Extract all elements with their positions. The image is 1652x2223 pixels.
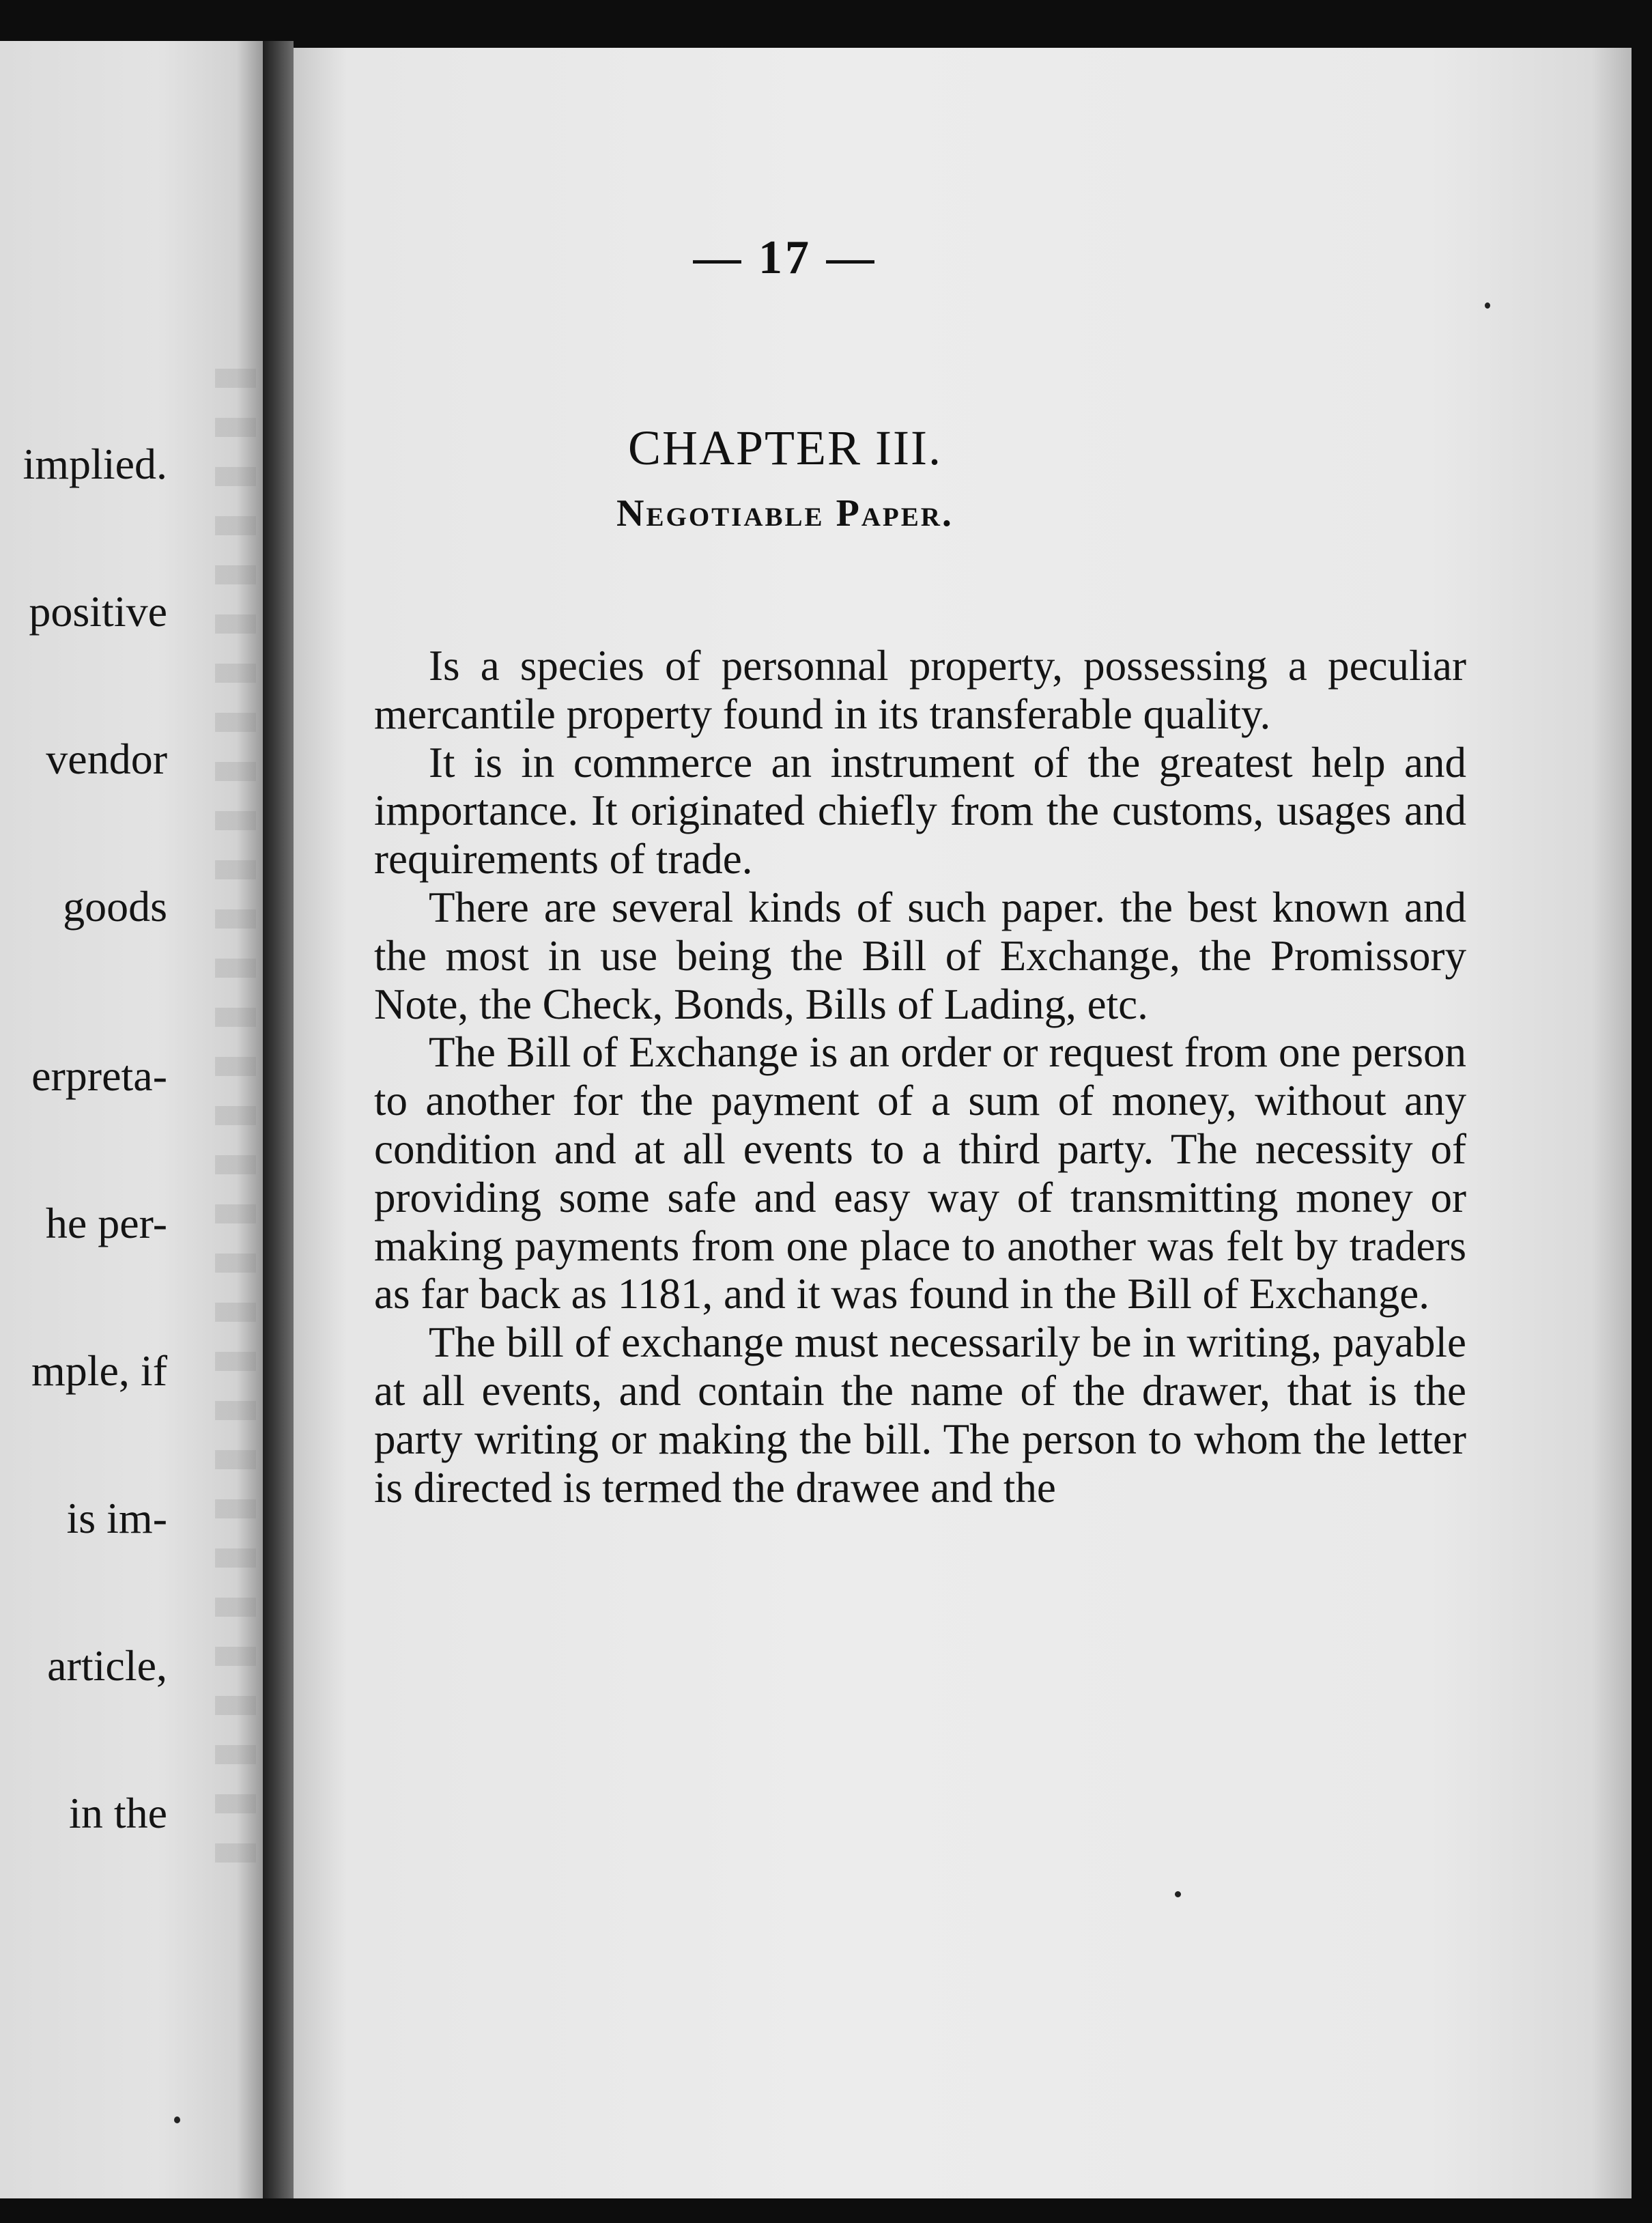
previous-page-line: erpreta- [31,1051,167,1100]
paragraph: There are several kinds of such paper. the best known and the most in use being the Bill of Exchange, the Promissory Note, the Check, Bonds, Bills of Lading, etc. [374,883,1466,1028]
previous-page-line: positive [29,587,167,636]
ink-speck [1485,302,1490,309]
previous-page-line: mple, if [31,1346,167,1395]
previous-page-line: in the [69,1789,167,1837]
chapter-title: CHAPTER III. [628,421,942,475]
previous-page-line: implied. [23,440,167,488]
previous-page-text [23,341,167,1936]
page-number: — 17 — [693,231,877,284]
paragraph: The Bill of Exchange is an order or request from one person to another for the payment of a sum of money, without any condition and at all events to a third party. The necessity of providing some safe and easy way of transmitting money or making payments from one place to another was felt by traders as far back as 1181, and it was found in the Bill of Exchange. [374,1028,1466,1318]
previous-page-line: he per- [45,1199,167,1247]
scan-border [0,2198,1652,2223]
paragraph: It is in commerce an instrument of the greatest help and importance. It originated chiefly from the customs, usages and requirements of trade. [374,738,1466,883]
previous-page-line: goods [63,882,167,931]
previous-page-line: article, [47,1641,167,1690]
chapter-body [374,642,1466,1512]
paragraph: The bill of exchange must necessarily be in writing, payable at all events, and contain the name of the drawer, that is the party writing or making the bill. The person to whom the letter is directed is termed the drawee and the [374,1318,1466,1512]
chapter-subtitle: Negotiable Paper. [616,492,954,535]
previous-page-line: vendor [46,735,167,783]
ink-speck [1175,1891,1181,1897]
book-page [294,48,1632,2198]
paragraph: Is a species of personnal property, possessing a peculiar mercantile property found in its transferable quality. [374,642,1466,738]
ink-speck [174,2116,180,2123]
previous-page-line: is im- [66,1494,167,1542]
bleed-through-text [215,369,256,1871]
previous-page [0,41,263,2198]
book-gutter-shadow [263,41,294,2198]
